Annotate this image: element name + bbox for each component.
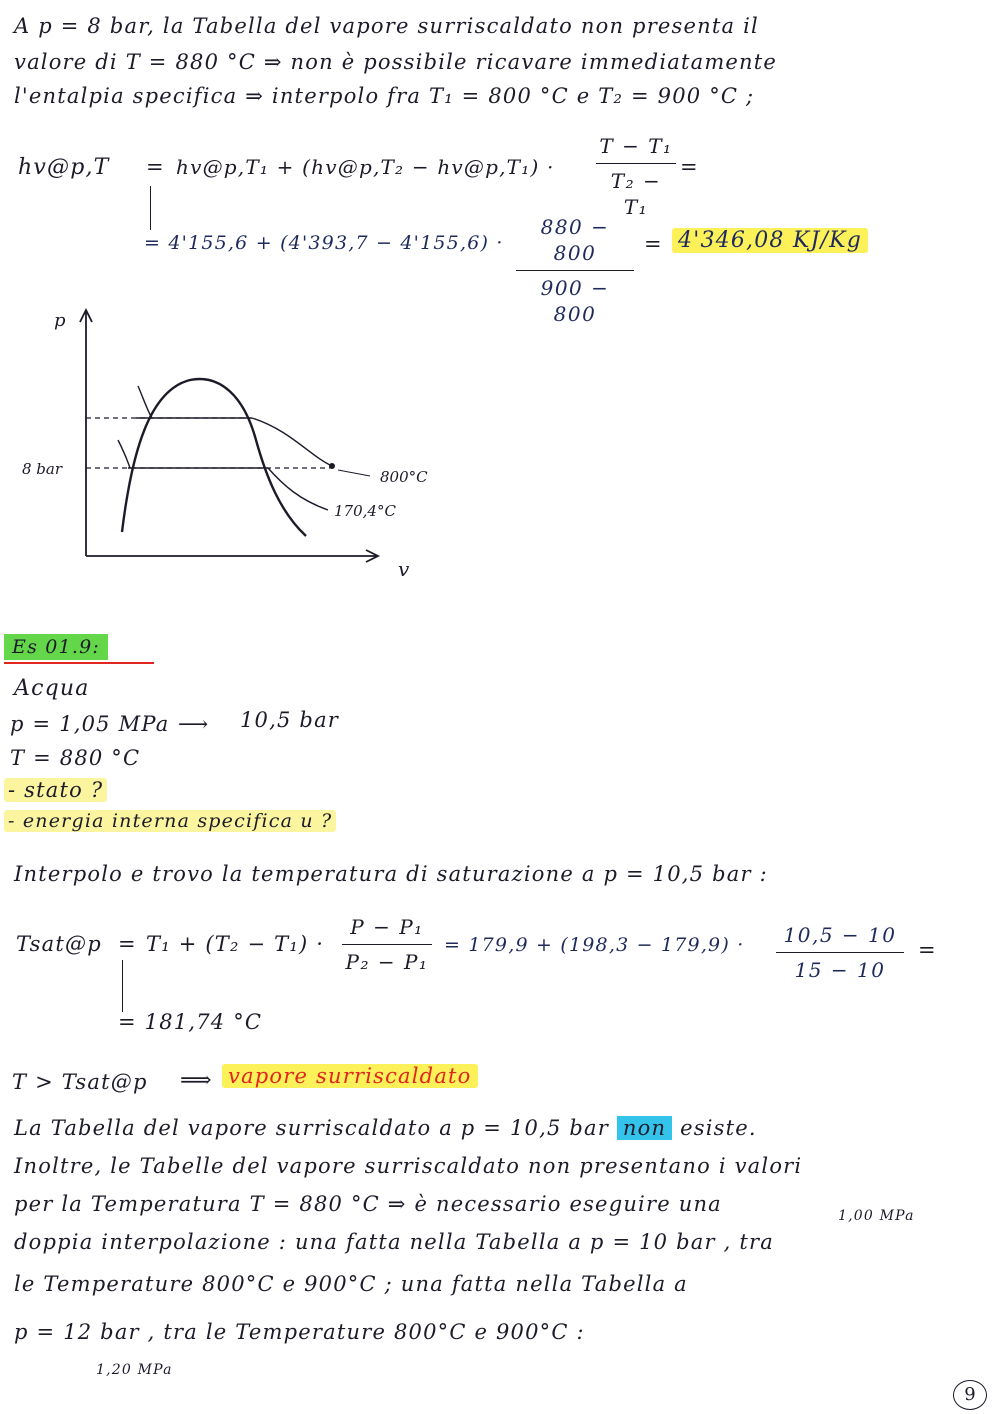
p1-before: La Tabella del vapore surriscaldato a p = 10,5 bar <box>14 1116 610 1140</box>
isotherm-sat-label: 170,4°C <box>334 502 396 520</box>
formula1-rhs: hv@p,T₁ + (hv@p,T₂ − hv@p,T₁) · <box>176 155 555 179</box>
paragraph-line-1 <box>14 1116 757 1140</box>
formula2-sub-frac-den: 15 − 10 <box>794 958 886 982</box>
intro-line-3: l'entalpia specifica ⇒ interpolo fra T₁ = 800 °C e T₂ = 900 °C ; <box>14 84 755 108</box>
conclusion-lhs: T > Tsat@p <box>12 1070 148 1094</box>
conclusion-result <box>222 1064 478 1088</box>
exercise-title-highlight: Es 01.9: <box>4 634 108 660</box>
formula1-sub-frac-den: 900 − 800 <box>540 276 610 326</box>
formula1-frac-num: T − T₁ <box>599 134 673 158</box>
paragraph-line-4: doppia interpolazione : una fatta nella Tabella a p = 10 bar , tra <box>14 1230 774 1254</box>
formula1-substitution: = 4'155,6 + (4'393,7 − 4'155,6) · <box>144 232 504 254</box>
paragraph-note-2: 1,20 MPa <box>96 1362 173 1378</box>
isotherm-800-right <box>252 418 332 466</box>
saturation-dome <box>122 379 306 536</box>
formula2-sub-fraction <box>776 922 904 983</box>
formula2-lhs: Tsat@p <box>16 932 102 956</box>
paragraph-line-6: p = 12 bar , tra le Temperature 800°C e 900°C : <box>14 1320 585 1344</box>
question-1-highlight: - stato ? <box>4 778 107 802</box>
exercise-pressure: p = 1,05 MPa <box>10 712 170 736</box>
formula1-fraction <box>596 133 676 220</box>
formula2-frac-den: P₂ − P₁ <box>345 950 429 974</box>
exercise-question-1 <box>4 778 107 802</box>
paragraph-line-2: Inoltre, le Tabelle del vapore surriscaldato non presentano i valori <box>14 1154 803 1178</box>
formula2-sub-frac-num: 10,5 − 10 <box>783 923 897 947</box>
question-2-highlight: - energia interna specifica u ? <box>4 810 336 832</box>
exercise-title-underline <box>4 662 154 664</box>
formula2-substitution: = 179,9 + (198,3 − 179,9) · <box>444 934 745 956</box>
formula1-lhs: hv@p,T <box>18 155 110 180</box>
formula2-bracket <box>122 960 123 1012</box>
exercise-substance: Acqua <box>14 676 90 701</box>
p1-highlight: non <box>617 1116 672 1140</box>
exercise-question-2 <box>4 810 336 832</box>
p1-after: esiste. <box>680 1116 757 1140</box>
state-point <box>329 463 335 469</box>
pv-diagram <box>0 300 460 590</box>
formula1-result-highlight: 4'346,08 KJ/Kg <box>672 228 868 253</box>
y-axis-label: p <box>54 310 66 331</box>
formula2-fraction <box>342 914 432 975</box>
formula2-eq: = <box>118 932 137 956</box>
formula2-end: = <box>918 938 937 962</box>
isotherm-sat-left <box>118 440 130 468</box>
x-axis-label: v <box>398 557 410 581</box>
formula2-frac-num: P − P₁ <box>350 915 424 939</box>
interpolation-text: Interpolo e trovo la temperatura di saturazione a p = 10,5 bar : <box>14 862 768 886</box>
isotherm-800-label: 800°C <box>380 468 428 486</box>
page-number: 9 <box>953 1380 987 1410</box>
formula1-sub-fraction <box>516 214 634 327</box>
formula1-sub-frac-num: 880 − 800 <box>540 215 610 265</box>
formula1-bracket <box>150 186 151 230</box>
formula1-eq: = <box>146 155 165 179</box>
exercise-temperature: T = 880 °C <box>10 746 141 770</box>
conclusion-highlight: vapore surriscaldato <box>222 1064 478 1088</box>
formula2-rhs: T₁ + (T₂ − T₁) · <box>146 932 325 956</box>
intro-line-2: valore di T = 880 °C ⇒ non è possibile ricavare immediatamente <box>14 50 778 74</box>
arrow-icon: ⟶ <box>178 712 210 736</box>
formula1-result <box>672 228 868 253</box>
isotherm-sat-right <box>268 468 328 510</box>
implies-icon: ⟹ <box>180 1068 213 1093</box>
exercise-title <box>4 636 108 658</box>
formula2-result: = 181,74 °C <box>118 1010 263 1034</box>
exercise-pressure-converted: 10,5 bar <box>240 708 340 732</box>
formula1-frac-den: T₂ − T₁ <box>610 169 662 219</box>
pressure-8bar-label: 8 bar <box>22 460 63 478</box>
isotherm-high-left <box>138 386 152 418</box>
formula1-sub-eq: = <box>644 232 663 256</box>
paragraph-line-5: le Temperature 800°C e 900°C ; una fatta nella Tabella a <box>14 1272 688 1296</box>
paragraph-line-3: per la Temperatura T = 880 °C ⇒ è necessario eseguire una <box>14 1192 722 1216</box>
intro-line-1: A p = 8 bar, la Tabella del vapore surriscaldato non presenta il <box>14 14 759 38</box>
paragraph-note-1: 1,00 MPa <box>838 1208 915 1224</box>
formula1-end: = <box>680 155 699 179</box>
leader-800 <box>338 470 370 476</box>
